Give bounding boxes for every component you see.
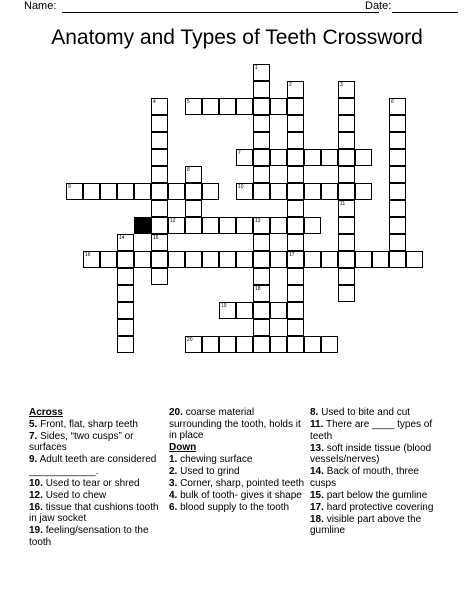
- grid-cell[interactable]: [270, 302, 287, 319]
- cell-number: 13: [255, 218, 261, 224]
- clue-text: soft inside tissue (blood vessels/nerves): [310, 442, 432, 465]
- grid-cell[interactable]: [287, 98, 304, 115]
- clue-text: Used to grind: [180, 465, 240, 477]
- clues-column-2: [169, 407, 305, 514]
- grid-cell[interactable]: [100, 251, 117, 268]
- cell-number: 3: [340, 82, 343, 88]
- clue-text: visible part above the gumline: [310, 513, 422, 536]
- grid-cell[interactable]: [389, 149, 406, 166]
- grid-cell[interactable]: [117, 336, 134, 353]
- grid-cell[interactable]: [253, 268, 270, 285]
- clue-text: Corner, sharp, pointed teeth: [180, 477, 305, 489]
- clue-across-item: [29, 478, 165, 490]
- grid-cell[interactable]: [253, 251, 270, 268]
- clue-down-item: [310, 466, 446, 489]
- clue-down-item: [310, 502, 446, 514]
- grid-cell[interactable]: [321, 251, 338, 268]
- clue-down-item: [310, 419, 446, 442]
- page-title: Anatomy and Types of Teeth Crossword: [51, 26, 423, 49]
- clue-number: 19.: [29, 525, 43, 536]
- grid-cell[interactable]: [355, 149, 372, 166]
- clue-down-item: [310, 443, 446, 466]
- grid-cell[interactable]: [287, 234, 304, 251]
- grid-cell[interactable]: [287, 183, 304, 200]
- grid-cell[interactable]: [236, 98, 253, 115]
- grid-cell[interactable]: [338, 234, 355, 251]
- grid-cell[interactable]: [236, 217, 253, 234]
- clue-text: Sides, “two cusps” or surfaces: [29, 430, 134, 453]
- grid-cell[interactable]: [253, 115, 270, 132]
- grid-cell[interactable]: [304, 149, 321, 166]
- grid-cell[interactable]: [355, 251, 372, 268]
- across-list-b: [169, 407, 305, 442]
- clues-column-1: [29, 407, 165, 549]
- clue-text: Used to bite and cut: [321, 407, 411, 418]
- clue-number: 7.: [29, 430, 38, 442]
- grid-cell[interactable]: [389, 234, 406, 251]
- cell-number: 14: [119, 235, 125, 241]
- grid-cell[interactable]: [219, 251, 236, 268]
- cell-number: 5: [187, 99, 190, 105]
- clue-across-item: [29, 454, 165, 477]
- grid-cell[interactable]: [304, 183, 321, 200]
- grid-cell[interactable]: [134, 251, 151, 268]
- date-label: Date:: [365, 0, 392, 12]
- grid-cell[interactable]: [338, 285, 355, 302]
- grid-cell[interactable]: [304, 336, 321, 353]
- clue-number: 2.: [169, 465, 178, 477]
- grid-cell[interactable]: [287, 268, 304, 285]
- grid-cell[interactable]: [338, 268, 355, 285]
- clue-text: There are ____ types of teeth: [310, 419, 433, 442]
- cell-number: 20: [187, 337, 193, 343]
- grid-cell[interactable]: [151, 149, 168, 166]
- clue-down-item: [169, 502, 305, 514]
- grid-cell[interactable]: [117, 251, 134, 268]
- cell-number: 10: [238, 184, 244, 190]
- grid-cell[interactable]: [168, 251, 185, 268]
- grid-cell[interactable]: [287, 319, 304, 336]
- cell-number: 7: [238, 150, 241, 156]
- grid-cell[interactable]: [287, 285, 304, 302]
- cell-number: 19: [221, 303, 227, 309]
- cell-number: 16: [85, 252, 91, 258]
- grid-cell[interactable]: [236, 302, 253, 319]
- grid-cell[interactable]: [287, 115, 304, 132]
- grid-cell[interactable]: [219, 336, 236, 353]
- grid-cell[interactable]: [253, 302, 270, 319]
- cell-number: 2: [289, 82, 292, 88]
- grid-cell[interactable]: [270, 98, 287, 115]
- grid-cell[interactable]: [151, 132, 168, 149]
- grid-cell[interactable]: [270, 183, 287, 200]
- clue-down-item: [310, 407, 446, 419]
- grid-cell[interactable]: [151, 183, 168, 200]
- clue-number: 9.: [29, 454, 38, 465]
- grid-cell[interactable]: [389, 132, 406, 149]
- down-list-b: [310, 407, 446, 537]
- grid-cell[interactable]: [304, 251, 321, 268]
- clue-number: 20.: [169, 407, 183, 418]
- cell-number: 18: [255, 286, 261, 292]
- grid-cell[interactable]: [406, 251, 423, 268]
- clue-text: Adult teeth are considered ____________.: [29, 454, 157, 477]
- cell-number: 17: [289, 252, 295, 258]
- grid-cell[interactable]: [253, 98, 270, 115]
- clue-down-item: [169, 478, 305, 490]
- clue-down-item: [169, 490, 305, 502]
- clue-across-item: [29, 502, 165, 525]
- clue-across-item: [29, 525, 165, 548]
- grid-cell[interactable]: [202, 251, 219, 268]
- cell-number: 6: [391, 99, 394, 105]
- grid-cell[interactable]: [151, 200, 168, 217]
- clue-text: bulk of tooth- gives it shape: [180, 489, 302, 501]
- black-square: [134, 217, 151, 234]
- grid-cell[interactable]: [236, 336, 253, 353]
- grid-cell[interactable]: [304, 217, 321, 234]
- grid-cell[interactable]: [287, 132, 304, 149]
- clue-number: 18.: [310, 513, 324, 525]
- grid-cell[interactable]: [389, 166, 406, 183]
- grid-cell[interactable]: [151, 115, 168, 132]
- grid-cell[interactable]: [338, 166, 355, 183]
- grid-cell[interactable]: [287, 166, 304, 183]
- grid-cell[interactable]: [389, 115, 406, 132]
- grid-cell[interactable]: [270, 336, 287, 353]
- grid-cell[interactable]: [83, 183, 100, 200]
- grid-cell[interactable]: [389, 200, 406, 217]
- grid-cell[interactable]: [168, 183, 185, 200]
- grid-cell[interactable]: [338, 132, 355, 149]
- clue-number: 1.: [169, 453, 178, 465]
- clue-number: 5.: [29, 418, 38, 430]
- grid-cell[interactable]: [202, 336, 219, 353]
- grid-cell[interactable]: [185, 183, 202, 200]
- grid-cell[interactable]: [338, 251, 355, 268]
- clue-number: 4.: [169, 489, 178, 501]
- grid-cell[interactable]: [117, 285, 134, 302]
- cell-number: 12: [170, 218, 176, 224]
- grid-cell[interactable]: [117, 183, 134, 200]
- grid-cell[interactable]: [270, 217, 287, 234]
- grid-cell[interactable]: [253, 183, 270, 200]
- grid-cell[interactable]: [219, 98, 236, 115]
- clue-number: 13.: [310, 442, 324, 454]
- clue-across-item: [29, 419, 165, 431]
- grid-cell[interactable]: [202, 98, 219, 115]
- clue-across-item: [29, 431, 165, 454]
- grid-cell[interactable]: [321, 336, 338, 353]
- cell-number: 4: [153, 99, 156, 105]
- grid-cell[interactable]: [253, 234, 270, 251]
- grid-cell[interactable]: [338, 217, 355, 234]
- clue-number: 12.: [29, 489, 43, 501]
- grid-cell[interactable]: [219, 217, 236, 234]
- clue-text: tissue that cushions tooth in jaw socket: [29, 501, 159, 524]
- grid-cell[interactable]: [253, 319, 270, 336]
- clue-number: 3.: [169, 477, 178, 489]
- clue-text: Used to tear or shred: [45, 477, 140, 489]
- clue-down-item: [169, 454, 305, 466]
- grid-cell[interactable]: [151, 268, 168, 285]
- clue-number: 15.: [310, 489, 324, 501]
- grid-cell[interactable]: [270, 251, 287, 268]
- grid-cell[interactable]: [253, 336, 270, 353]
- clue-text: Front, flat, sharp teeth: [40, 418, 138, 430]
- grid-cell[interactable]: [253, 132, 270, 149]
- clue-text: feeling/sensation to the tooth: [29, 525, 149, 548]
- grid-cell[interactable]: [117, 319, 134, 336]
- grid-cell[interactable]: [202, 217, 219, 234]
- cell-number: 11: [340, 201, 346, 207]
- grid-cell[interactable]: [287, 217, 304, 234]
- clue-across-item: [29, 490, 165, 502]
- grid-cell[interactable]: [389, 217, 406, 234]
- clue-down-item: [310, 490, 446, 502]
- grid-cell[interactable]: [338, 149, 355, 166]
- clue-down-item: [310, 514, 446, 537]
- grid-cell[interactable]: [117, 268, 134, 285]
- grid-cell[interactable]: [270, 149, 287, 166]
- grid-cell[interactable]: [287, 336, 304, 353]
- grid-cell[interactable]: [321, 149, 338, 166]
- clue-number: 8.: [310, 407, 319, 418]
- clue-number: 10.: [29, 477, 43, 489]
- grid-cell[interactable]: [134, 183, 151, 200]
- clue-text: coarse material surrounding the tooth, holds it in place: [169, 407, 301, 441]
- grid-cell[interactable]: [185, 217, 202, 234]
- clue-number: 11.: [310, 419, 324, 430]
- grid-cell[interactable]: [355, 183, 372, 200]
- clue-text: blood supply to the tooth: [180, 501, 290, 513]
- grid-cell[interactable]: [372, 251, 389, 268]
- grid-cell[interactable]: [236, 251, 253, 268]
- clue-number: 16.: [29, 501, 43, 513]
- grid-cell[interactable]: [117, 302, 134, 319]
- grid-cell[interactable]: [338, 98, 355, 115]
- grid-cell[interactable]: [151, 251, 168, 268]
- grid-cell[interactable]: [287, 302, 304, 319]
- grid-cell[interactable]: [389, 183, 406, 200]
- clue-text: Back of mouth, three cusps: [310, 466, 419, 489]
- grid-cell[interactable]: [202, 183, 219, 200]
- grid-cell[interactable]: [100, 183, 117, 200]
- grid-cell[interactable]: [338, 115, 355, 132]
- clue-number: 6.: [169, 501, 178, 513]
- clue-text: hard protective covering: [326, 501, 434, 513]
- clue-number: 17.: [310, 501, 324, 513]
- clue-text: Used to chew: [45, 489, 107, 501]
- grid-cell[interactable]: [321, 183, 338, 200]
- grid-cell[interactable]: [253, 81, 270, 98]
- clue-number: 14.: [310, 466, 324, 477]
- grid-cell[interactable]: [389, 251, 406, 268]
- down-list-a: [169, 454, 305, 514]
- clue-down-item: [169, 466, 305, 478]
- cell-number: 9: [68, 184, 71, 190]
- down-heading: Down: [169, 442, 197, 453]
- grid-cell[interactable]: [185, 251, 202, 268]
- grid-cell[interactable]: [151, 217, 168, 234]
- grid-cell[interactable]: [151, 166, 168, 183]
- cell-number: 8: [187, 167, 190, 173]
- cell-number: 1: [255, 65, 258, 71]
- grid-cell[interactable]: [253, 149, 270, 166]
- clue-text: chewing surface: [180, 453, 253, 465]
- grid-cell[interactable]: [287, 200, 304, 217]
- grid-cell[interactable]: [185, 200, 202, 217]
- across-list-a: [29, 419, 165, 549]
- grid-cell[interactable]: [338, 183, 355, 200]
- name-label: Name:: [24, 0, 57, 12]
- clue-across-item: [169, 407, 305, 442]
- grid-cell[interactable]: [253, 166, 270, 183]
- grid-cell[interactable]: [287, 149, 304, 166]
- clues-column-3: [310, 407, 446, 537]
- across-heading: Across: [29, 407, 63, 418]
- clue-text: part below the gumline: [326, 489, 428, 501]
- cell-number: 15: [153, 235, 159, 241]
